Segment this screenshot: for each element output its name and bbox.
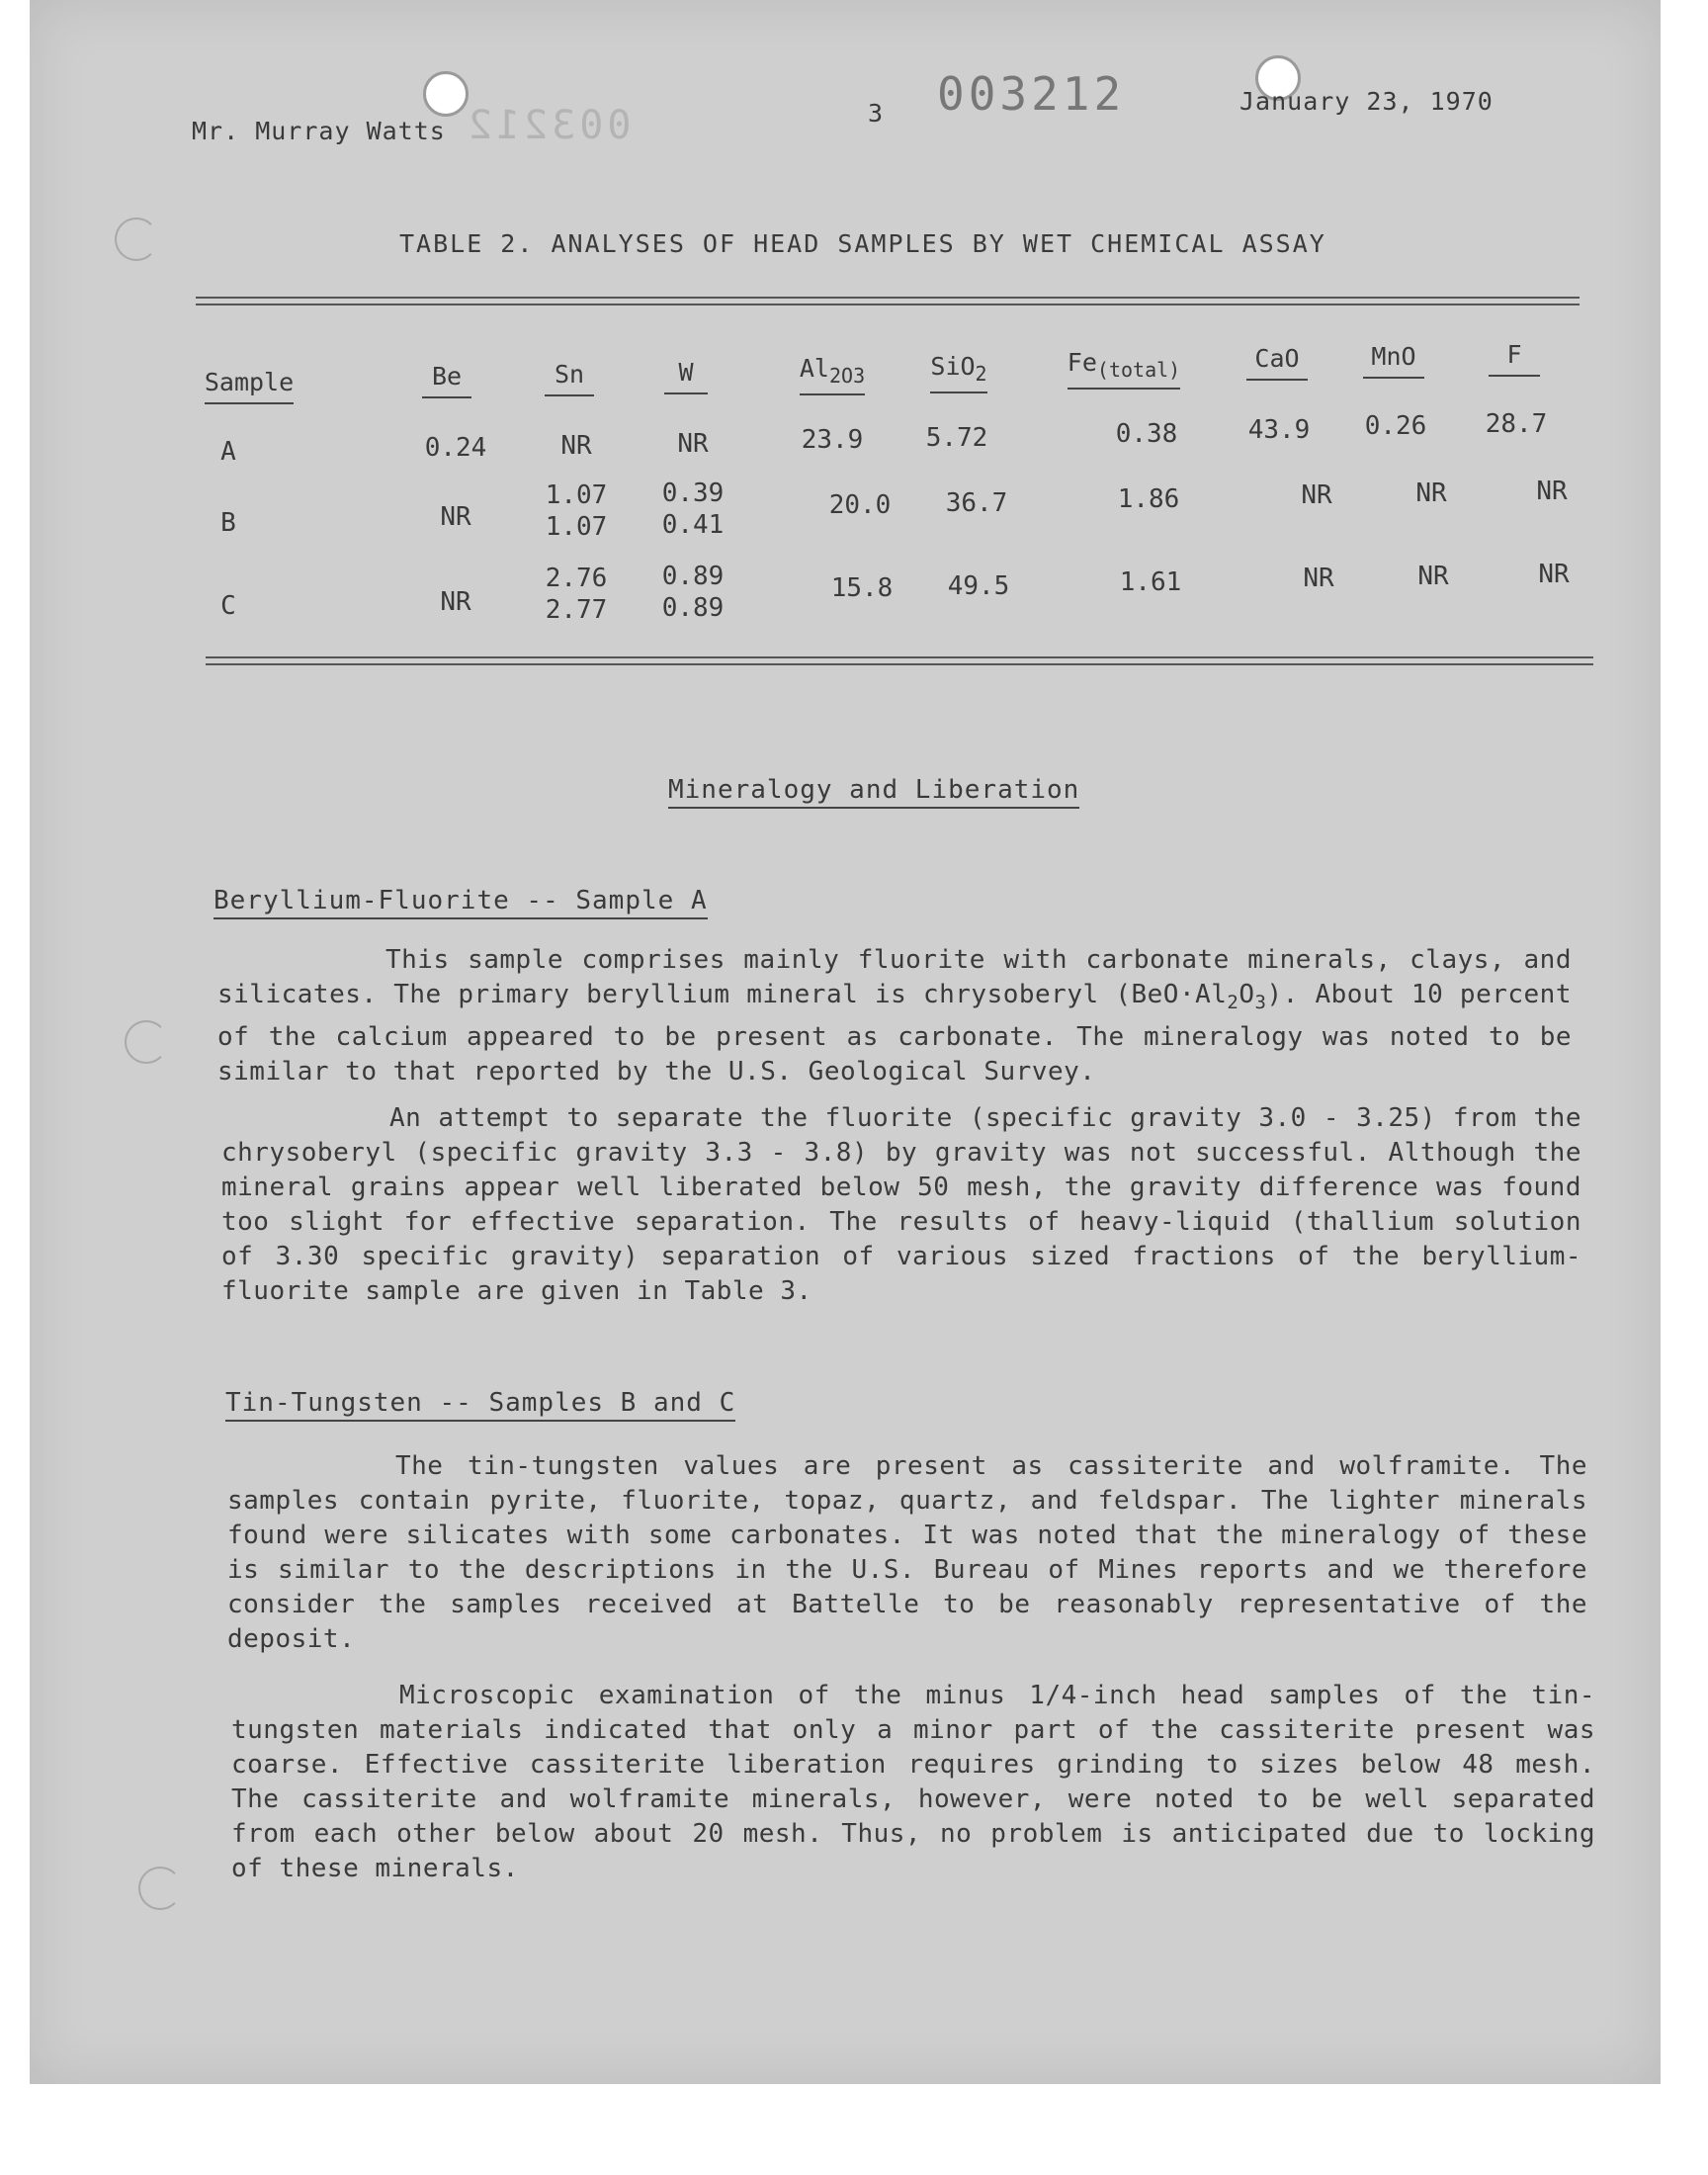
col-header-sio2: SiO$_2$ (907, 352, 1010, 393)
table-title: TABLE 2. ANALYSES OF HEAD SAMPLES BY WET CHEMICAL ASSAY (399, 229, 1326, 258)
col-header-cao: CaO (1238, 344, 1317, 381)
table-cell: 1.61 (1119, 567, 1182, 597)
table-cell: 36.7 (945, 488, 1008, 518)
letter-date: January 23, 1970 (1239, 87, 1494, 116)
table-cell: 49.5 (947, 571, 1010, 601)
section-title: Mineralogy and Liberation (668, 775, 1079, 805)
recipient: Mr. Murray Watts (192, 117, 446, 145)
table-cell: 0.89 (661, 562, 725, 591)
col-header-fe-total: $Fe_{(total)}$ (1042, 348, 1206, 390)
page-number: 3 (868, 99, 885, 128)
stamp-ghost: 003212 (465, 103, 632, 148)
table-cell: C (220, 591, 236, 621)
table-cell: 0.89 (661, 593, 725, 623)
document-number-stamp: 003212 (937, 67, 1126, 121)
table-cell: 15.8 (830, 573, 894, 603)
col-header-mno: MnO (1354, 342, 1433, 379)
table-cell: NR (440, 587, 471, 617)
table-cell: NR (1536, 477, 1568, 506)
table-cell: 43.9 (1247, 415, 1311, 445)
table-cell: 2.76 (545, 564, 608, 593)
table-cell: NR (1415, 478, 1447, 508)
table-cell: NR (1303, 564, 1334, 593)
binder-mark (115, 218, 158, 261)
binder-mark (138, 1867, 182, 1910)
table-cell: NR (677, 429, 709, 459)
paragraph: The tin-tungsten values are present as cassiterite and wolframite. The samples contain pyrite, fluorite, topaz, quartz, and feldspar. The lighter minerals found were silicates with some carbonates. It was noted that the mineralogy of these is similar to the descriptions in the U.S. Bureau of Mines reports and we therefore consider the samples received at Battelle to be reasonably representative of the deposit. (227, 1451, 1587, 1654)
table-cell: 1.07 (545, 480, 608, 510)
subsection-heading: Beryllium-Fluorite -- Sample A (214, 886, 708, 915)
paragraph: This sample comprises mainly fluorite with carbonate minerals, clays, and silicates. The primary beryllium mineral is chrysoberyl $(BeO\cdot Al_2O_3)$. About 10 percent of the calcium appeared to be present as carbonate. The mineralogy was noted to be similar to that reported by the U.S. Geological Survey. (217, 945, 1572, 1088)
table-cell: 0.38 (1115, 419, 1178, 449)
punch-hole-left (423, 71, 469, 117)
table-cell: 28.7 (1485, 409, 1548, 439)
col-header-sample: Sample (194, 368, 304, 404)
table-cell: 20.0 (828, 490, 892, 520)
col-header-w: W (650, 358, 722, 394)
col-header-f: F (1475, 340, 1554, 377)
table-bottom-rule (206, 656, 1593, 665)
binder-mark (125, 1020, 168, 1064)
table-cell: NR (1538, 560, 1570, 589)
paragraph: Microscopic examination of the minus 1/4-inch head samples of the tin-tungsten materials indicated that only a minor part of the cassiterite present was coarse. Effective cassiterite liberation requires grinding to sizes below 48 mesh. The cassiterite and wolframite minerals, however, were noted to be well separated from each other below about 20 mesh. Thus, no problem is anticipated due to locking of these minerals. (231, 1681, 1595, 1883)
table-cell: 0.41 (661, 510, 725, 540)
table-cell: 0.26 (1364, 411, 1427, 441)
table-cell: NR (1301, 480, 1332, 510)
document-page (30, 0, 1661, 2084)
table-cell: B (220, 508, 236, 538)
table-cell: NR (1417, 562, 1449, 591)
table-cell: 2.77 (545, 595, 608, 625)
col-header-sn: Sn (532, 360, 607, 396)
table-cell: NR (560, 431, 592, 461)
table-cell: NR (440, 502, 471, 532)
table-cell: 1.07 (545, 512, 608, 542)
col-header-al2o3: $Al_{2O3}$ (773, 354, 892, 395)
table-cell: 5.72 (925, 423, 988, 453)
col-header-be: Be (411, 362, 482, 398)
table-cell: 23.9 (801, 425, 864, 455)
table-cell: 1.86 (1117, 484, 1180, 514)
table-top-rule (196, 297, 1580, 305)
table-cell: A (220, 437, 236, 467)
subsection-heading: Tin-Tungsten -- Samples B and C (225, 1388, 735, 1418)
table-cell: 0.39 (661, 478, 725, 508)
table-cell: 0.24 (424, 433, 487, 463)
paragraph: An attempt to separate the fluorite (specific gravity 3.0 - 3.25) from the chrysoberyl (specific gravity 3.3 - 3.8) by gravity was not successful. Although the mineral grains appear well liberated below 50 mesh, the gravity difference was found too slight for effective separation. The results of heavy-liquid (thallium solution of 3.30 specific gravity) separation of various sized fractions of the beryllium-fluorite sample are given in Table 3. (221, 1103, 1581, 1306)
